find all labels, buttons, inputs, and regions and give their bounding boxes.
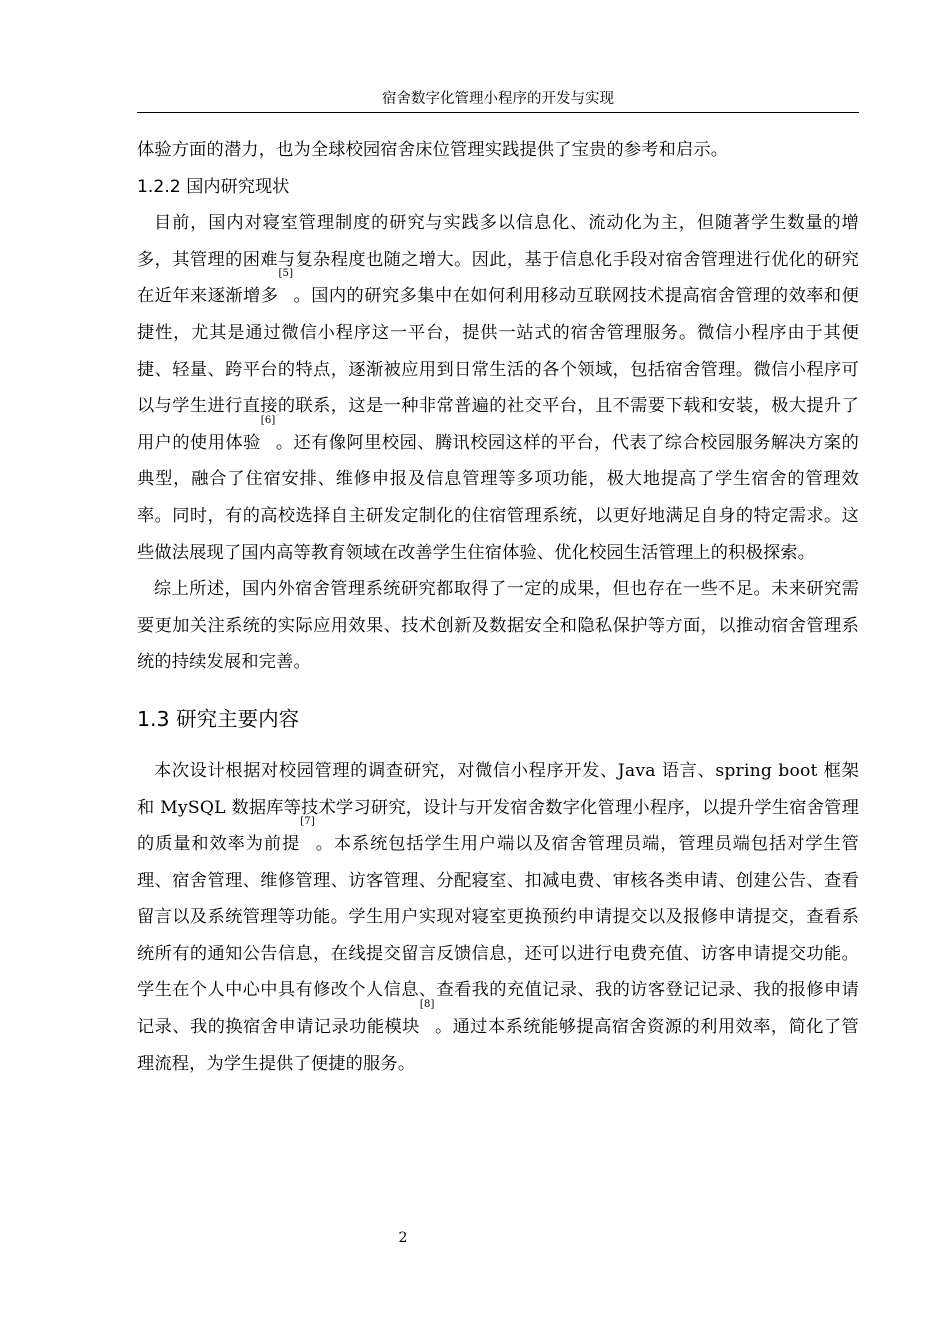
paragraph-text: 。还有像阿里校园、腾讯校园这样的平台，代表了综合校园服务解决方案的典型，融合了住宿安排、维修申报及信息管理等多项功能，极大地提高了学生宿舍的管理效率。同时，有的高校选择自主研发定制化的住宿管理系统，以更好地满足自身的特定需求。这些做法展现了国内高等教育领域在改善学生住宿体验、优化校园生活管理上的积极探索。: [137, 432, 859, 563]
citation-8: [8]: [419, 999, 435, 1011]
paragraph-continuation: 体验方面的潜力，也为全球校园宿舍床位管理实践提供了宝贵的参考和启示。: [137, 140, 729, 160]
paragraph-main-content: [137, 753, 859, 1082]
paragraph-domestic-research: [137, 205, 859, 571]
citation-5: [5]: [278, 268, 294, 280]
running-header-title: 宿舍数字化管理小程序的开发与实现: [382, 91, 614, 107]
running-header: [137, 88, 859, 113]
citation-6: [6]: [260, 414, 276, 426]
paragraph-summary: 综上所述，国内外宿舍管理系统研究都取得了一定的成果，但也存在一些不足。未来研究需要更加关注系统的实际应用效果、技术创新及数据安全和隐私保护等方面，以推动宿舍管理系统的持续发展和完善。: [137, 579, 859, 673]
page-body: [137, 132, 859, 1082]
paragraph-text: 。本系统包括学生用户端以及宿舍管理员端，管理员端包括对学生管理、宿舍管理、维修管理、访客管理、分配寝室、扣减电费、审核各类申请、创建公告、查看留言以及系统管理等功能。学生用户实现对寝室更换预约申请提交以及报修申请提交，查看系统所有的通知公告信息，在线提交留言反馈信息，还可以进行电费充值、访客申请提交功能。学生在个人中心中具有修改个人信息、查看我的充值记录、我的访客登记记录、我的报修申请记录、我的换宿舍申请记录功能模块: [137, 834, 859, 1038]
paragraph-text: 。国内的研究多集中在如何利用移动互联网技术提高宿舍管理的效率和便捷性，尤其是通过微信小程序这一平台，提供一站式的宿舍管理服务。微信小程序由于其便捷、轻量、跨平台的特点，逐渐被应用到日常生活的各个领域，包括宿舍管理。微信小程序可以与学生进行直接的联系，这是一种非常普遍的社交平台，且不需要下载和安装，极大提升了用户的使用体验: [137, 286, 859, 453]
section-heading-1-3: 1.3 研究主要内容: [137, 706, 300, 731]
citation-7: [7]: [300, 816, 315, 828]
paragraph-text: 。通过本系统能够提高宿舍资源的利用效率，简化了管理流程，为学生提供了便捷的服务。: [137, 1017, 859, 1074]
section-heading-1-2-2: 1.2.2 国内研究现状: [137, 176, 290, 197]
paragraph-text: 目前，国内对寝室管理制度的研究与实践多以信息化、流动化为主，但随著学生数量的增多，其管理的困难与复杂程度也随之增大。因此，基于信息化手段对宿舍管理进行优化的研究在近年来逐渐增多: [137, 213, 859, 307]
page-number: 2: [398, 1230, 408, 1246]
paragraph-text: 本次设计根据对校园管理的调查研究，对微信小程序开发、Java 语言、spring boot 框架和 MySQL 数据库等技术学习研究，设计与开发宿舍数字化管理小程序，以提升学生宿舍管理的质量和效率为前提: [137, 760, 859, 855]
